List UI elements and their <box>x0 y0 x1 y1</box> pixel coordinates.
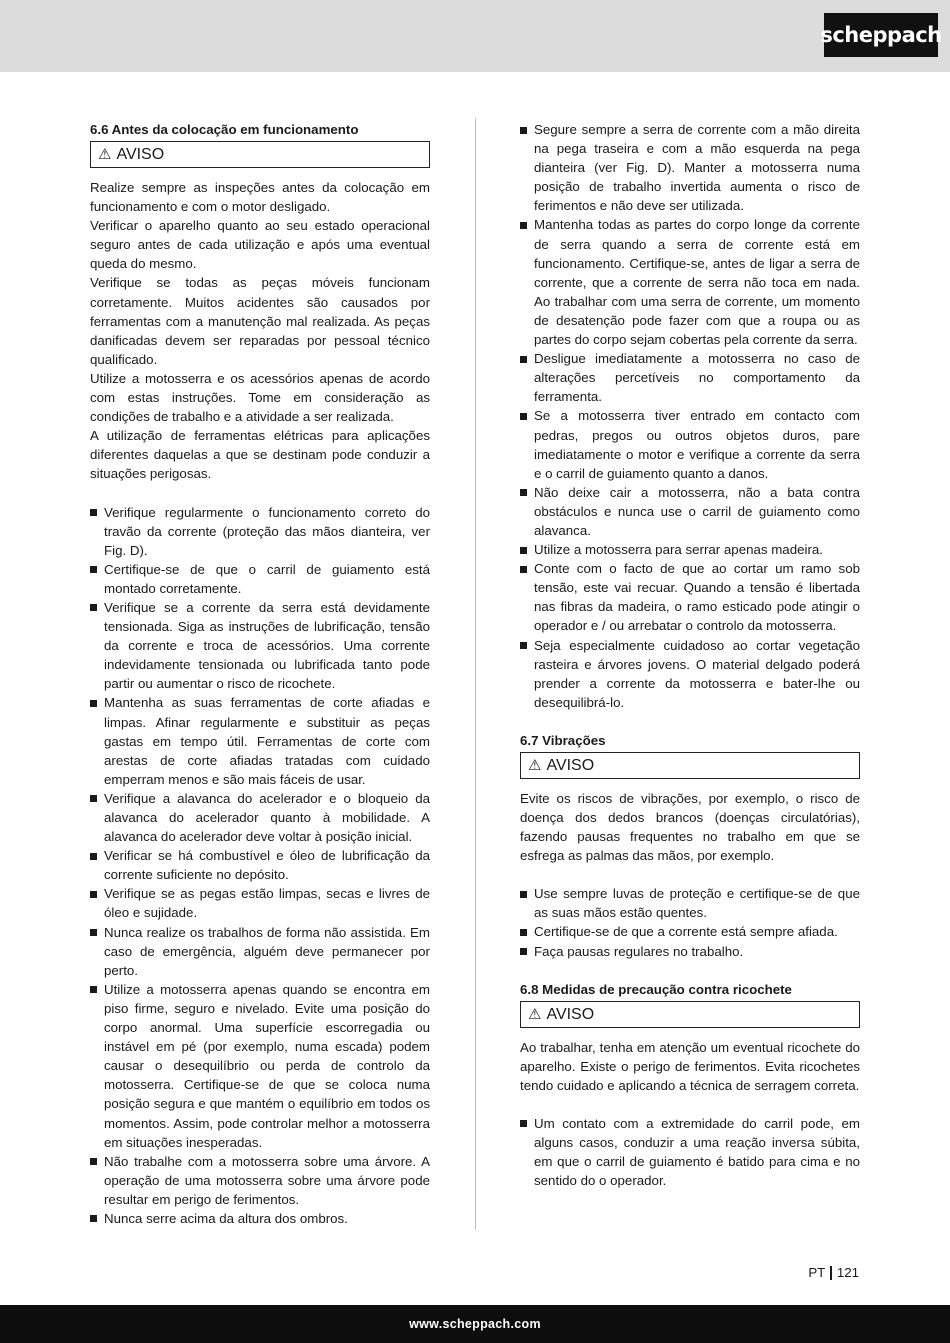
warning-triangle-icon: ⚠ <box>528 756 542 774</box>
list-item: Certifique-se de que a corrente está sempre afiada. <box>520 922 860 941</box>
list-item: Seja especialmente cuidadoso ao cortar vegetação rasteira e árvores jovens. O material delgado poderá prender a corrente da motosserra e bater-lhe ou desequilibrá-lo. <box>520 636 860 712</box>
list-item: Utilize a motosserra apenas quando se encontra em piso firme, seguro e nivelado. Evite uma posição do corpo anormal. Uma superfície escorregadia ou instável em pé (por exemplo, numa escada) podem causar o desequilíbrio ou perda de controlo da motosserra. Certifique-se de que se coloca numa posição segura e que mantém o equilíbrio em todos os momentos. Assim, pode controlar melhor a motosserra em situações inesperadas. <box>90 980 430 1152</box>
warning-triangle-icon: ⚠ <box>528 1005 542 1023</box>
right-column <box>520 120 860 1190</box>
list-item: Se a motosserra tiver entrado em contacto com pedras, pregos ou outros objetos duros, pare imediatamente o motor e verifique a corrente da serra e o carril de guiamento quanto a danos. <box>520 406 860 482</box>
bullet-list <box>520 1114 860 1190</box>
paragraph: Verifique se todas as peças móveis funcionam corretamente. Muitos acidentes são causados por ferramentas com a manutenção mal realizada. As peças danificadas devem ser reparadas por pessoal técnico qualificado. <box>90 275 430 367</box>
list-item: Use sempre luvas de proteção e certifique-se de que as suas mãos estão quentes. <box>520 884 860 922</box>
list-item: Conte com o facto de que ao cortar um ramo sob tensão, este vai recuar. Quando a tensão é libertada nas fibras da madeira, o ramo esticado pode atingir o operador e / ou arrebatar o controlo da motosserra. <box>520 559 860 635</box>
warning-triangle-icon: ⚠ <box>98 146 112 163</box>
list-item: Desligue imediatamente a motosserra no caso de alterações percetíveis no comportamento da ferramenta. <box>520 349 860 406</box>
paragraph: Utilize a motosserra e os acessórios apenas de acordo com estas instruções. Tome em consideração as condições de trabalho e a atividade a ser realizada. <box>90 370 430 425</box>
paragraph: Verificar o aparelho quanto ao seu estado operacional seguro antes de cada utilização e após uma eventual queda do mesmo. <box>90 218 430 272</box>
warning-box <box>520 752 860 779</box>
list-item: Um contato com a extremidade do carril pode, em alguns casos, conduzir a uma reação inversa súbita, em que o carril de guiamento é batido para cima e no sentido do o operador. <box>520 1114 860 1190</box>
list-item: Mantenha todas as partes do corpo longe da corrente de serra quando a serra de corrente está em funcionamento. Certifique-se, antes de ligar a serra de corrente, que a corrente de serra não toca em nada. Ao trabalhar com uma serra de corrente, um momento de desatenção pode fazer com que a roupa ou as partes do corpo sejam cobertas pela corrente da serra. <box>520 215 860 349</box>
list-item: Não trabalhe com a motosserra sobre uma árvore. A operação de uma motosserra sobre uma árvore pode resultar em perigo de ferimentos. <box>90 1152 430 1209</box>
page-separator <box>830 1266 832 1280</box>
list-item: Verifique regularmente o funcionamento correto do travão da corrente (proteção das mãos dianteira, ver Fig. D). <box>90 503 430 560</box>
list-item: Segure sempre a serra de corrente com a mão direita na pega traseira e com a mão esquerda na pega dianteira (ver Fig. D). Manter a motosserra numa posição de trabalho invertida aumenta o risco de ferimentos e não deve ser utilizada. <box>520 120 860 215</box>
page-language: PT <box>808 1265 826 1280</box>
warning-label: AVISO <box>546 1005 595 1023</box>
list-item: Verificar se há combustível e óleo de lubrificação da corrente suficiente no depósito. <box>90 846 430 884</box>
warning-box <box>90 141 430 168</box>
bullet-list <box>520 120 860 712</box>
header-bar <box>0 0 950 72</box>
list-item: Verifique se as pegas estão limpas, secas e livres de óleo e sujidade. <box>90 884 430 922</box>
left-column <box>90 120 430 1228</box>
list-item: Nunca serre acima da altura dos ombros. <box>90 1209 430 1228</box>
section-6-8-title: 6.8 Medidas de precaução contra ricochete <box>520 981 792 997</box>
footer-bar <box>0 1305 950 1343</box>
list-item: Utilize a motosserra para serrar apenas madeira. <box>520 540 860 559</box>
list-item: Verifique a alavanca do acelerador e o bloqueio da alavanca do acelerador quanto à mobilidade. A alavanca do acelerador deve voltar à posição inicial. <box>90 789 430 846</box>
paragraph: Evite os riscos de vibrações, por exemplo, o risco de doença dos dedos brancos (doenças circulatórias), fazendo pausas frequentes no trabalho em que se esfrega as palmas das mãos, por exemplo. <box>520 790 860 864</box>
list-item: Faça pausas regulares no trabalho. <box>520 942 860 961</box>
footer-url[interactable]: www.scheppach.com <box>409 1317 541 1331</box>
paragraph: Realize sempre as inspeções antes da colocação em funcionamento e com o motor desligado. <box>90 180 430 215</box>
warning-box <box>520 1001 860 1028</box>
list-item: Mantenha as suas ferramentas de corte afiadas e limpas. Afinar regularmente e substituir as peças gastas em tempo útil. Ferramentas de corte com arestas de corte afiadas tratadas com cuidado emperram menos e são mais fáceis de usar. <box>90 693 430 788</box>
brand-logo: scheppach <box>824 13 938 57</box>
bullet-list <box>520 884 860 960</box>
warning-label: AVISO <box>546 756 595 774</box>
paragraph: A utilização de ferramentas elétricas para aplicações diferentes daquelas a que se destinam pode conduzir a situações perigosas. <box>90 428 430 482</box>
bullet-list <box>90 503 430 1229</box>
section-6-6-title: 6.6 Antes da colocação em funcionamento <box>90 122 359 137</box>
warning-label: AVISO <box>116 145 165 163</box>
paragraph: Ao trabalhar, tenha em atenção um eventual ricochete do aparelho. Existe o perigo de ferimentos. Evita ricochetes tendo cuidado e aplicando a técnica de serragem correta. <box>520 1039 860 1093</box>
page-number <box>808 1265 859 1280</box>
list-item: Não deixe cair a motosserra, não a bata contra obstáculos e nunca use o carril de guiamento como alavanca. <box>520 483 860 540</box>
list-item: Certifique-se de que o carril de guiamento está montado corretamente. <box>90 560 430 598</box>
list-item: Nunca realize os trabalhos de forma não assistida. Em caso de emergência, alguém deve permanecer por perto. <box>90 923 430 980</box>
list-item: Verifique se a corrente da serra está devidamente tensionada. Siga as instruções de lubrificação, tensão da corrente e troca de acessórios. Uma corrente indevidamente tensionada ou lubrificada tanto pode partir ou aumentar o risco de ricochete. <box>90 598 430 693</box>
section-6-7-title: 6.7 Vibrações <box>520 732 606 748</box>
page-number-value: 121 <box>836 1265 859 1280</box>
column-divider <box>475 118 476 1230</box>
